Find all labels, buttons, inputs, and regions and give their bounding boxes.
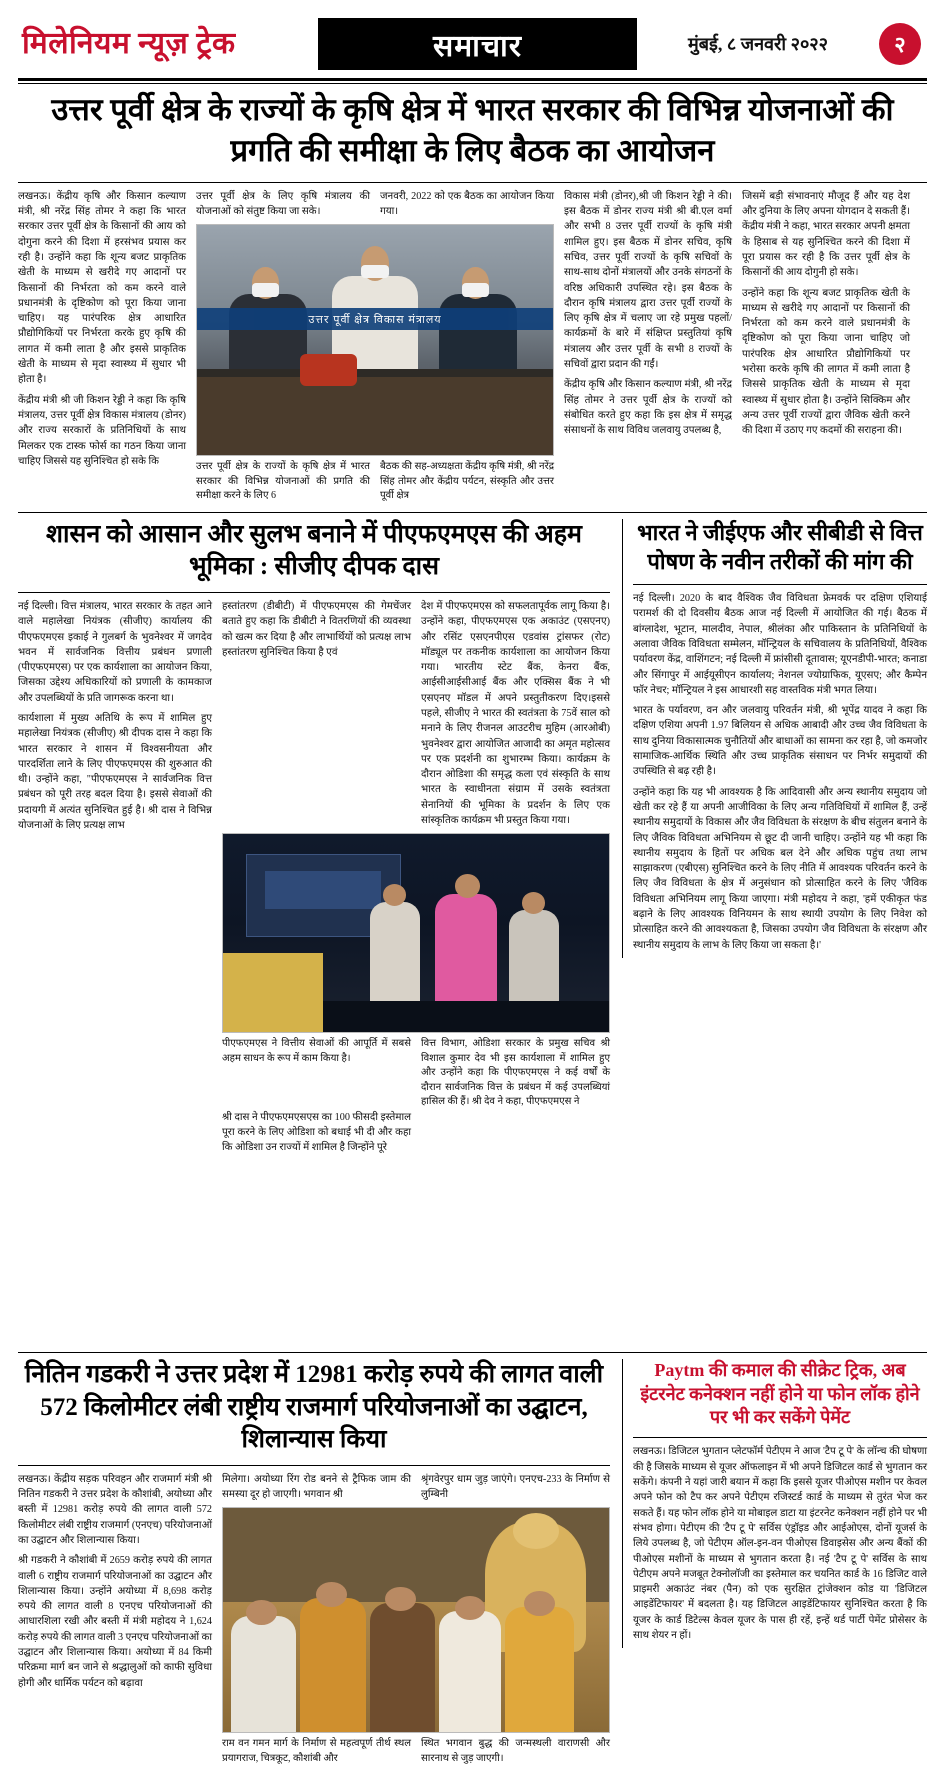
gef-p2: भारत के पर्यावरण, वन और जलवायु परिवर्तन मंत्री, श्री भूपेंद्र यादव ने कहा कि दक्षिण एशिया अपनी 1.97 बिलियन से अधिक आबादी और उच्च जैव विविधता के साथ दुनिया विकासात्मक चुनौतियों और बाधाओं का सामना कर रहा है, जो कमजोर सामाजिक-आर्थिक स्थिति और उच्च प्राकृतिक संसाधन पर निर्भर समुदायों की उपस्थिति से बढ़ रही है। (633, 705, 927, 778)
photo-person-c (509, 910, 559, 1005)
publication-logo (18, 16, 318, 72)
gef-body (633, 591, 927, 953)
pfms-col-middle (222, 599, 610, 1344)
paytm-p1: लखनऊ। डिजिटल भुगतान प्लेटफॉर्म पेटीएम ने आज 'टैप टू पे' के लॉन्च की घोषणा की है जिसके माध्यम से यूजर ऑफलाइन में भी अपने डिजिटल कार्ड से भुगतान कर सकेंगे। कंपनी ने यहां जारी बयान में कहा कि इससे यूजर पीओएस मशीन पर केवल अपने फोन को टैप कर अपने पेटीएम रजिस्टर्ड कार्ड के माध्यम से तुरंत भेज कर सकते हैं। यह फोन लॉक होने या मोबाइल डाटा या इंटरनेट कनेक्शन नहीं होने पर भी संभव होगा। पेटीएम की 'टैप टू पे' सर्विस एंड्रॉइड और आईओएस, दोनों यूजर्स के लिये उपलब्ध है, जो पेटीएम ऑल-इन-वन पीओएस डिवाइसेस और अन्य बैंकों की पीओएस मशीनों के माध्यम से भुगतान करता है। नई 'टैप टू पे' सर्विस के साथ पेटीएम अपने मजबूत टेक्नोलॉजी का इस्तेमाल कर चयनित कार्ड के 16 डिजिट वाले प्राइमरी अकाउंट नंबर (पैन) को एक सुरक्षित ट्रांजेक्शन कोड या 'डिजिटल आइडेंटिफायर' में बदलता है। यह डिजिटल आइडेंटिफायर सुनिश्चित करता है कि यूजर के कार्ड डिटेल्स केवल यूजर के पास ही रहें, इन्हें थर्ड पार्टी पेमेंट प्रोसेसर के साथ शेयर न हों। (633, 1446, 927, 1642)
article-gadkari (18, 1359, 610, 1766)
lead-headline-rule (18, 182, 927, 183)
gadkari-photo (222, 1507, 610, 1733)
lead-col3-p1: जनवरी, 2022 को एक बैठक का आयोजन किया गया। (380, 190, 554, 218)
mid-section-rule (18, 512, 927, 513)
pfms-col2b-text (222, 1110, 411, 1344)
photo-crowd-head-2 (316, 1582, 347, 1607)
lead-col5-text (742, 189, 910, 439)
article-paytm (622, 1359, 927, 1648)
pfms-col1-p2: कार्यशाला में मुख्य अतिथि के रूप में शामिल हुए महालेखा नियंत्रक (सीजीए) श्री दीपक दास ने कहा कि भारत सरकार ने शासन में विश्वसनीयता और पारदर्शिता लाने के लिए पीएफएमएस की शुरुआत की थी। उन्होंने कहा, "पीएफएमएस ने सार्वजनिक वित्त प्रबंधन को पूरी तरह बदल दिया है। इससे सेवाओं की प्रदायगी में अत्यंत सुनिश्चित हुई है। श्री दास ने विभिन्न योजनाओं के लिए प्रत्यक्ष लाभ (18, 712, 212, 832)
lead-col-1 (18, 189, 186, 474)
pfms-headline: शासन को आसान और सुलभ बनाने में पीएफएमएस की अहम भूमिका : सीजीए दीपक दास (46, 520, 582, 581)
pfms-photo (222, 833, 610, 1033)
lower-section-rule (18, 1352, 927, 1353)
lead-photo-caption-2: बैठक की सह-अध्यक्षता केंद्रीय कृषि मंत्री, श्री नरेंद्र सिंह तोमर और केंद्रीय पर्यटन, संस्कृति और उत्तर पूर्वी क्षेत्र (380, 461, 554, 502)
pfms-col3b-text: वित्त विभाग, ओडिशा सरकार के प्रमुख सचिव श्री विशाल कुमार देव भी इस कार्यशाला में शामिल हुए और उन्होंने कहा कि पीएफएमएस ने कई वर्षों के दौरान सार्वजनिक वित्त के प्रबंधन में कई उपलब्धियां हासिल की हैं। श्री देव ने कहा, पीएफएमएस ने (421, 1038, 610, 1108)
photo-screen-graphic (265, 871, 381, 908)
gef-headline: भारत ने जीईएफ और सीबीडी से वित्त पोषण के नवीन तरीकों की मांग की (637, 519, 923, 574)
gadkari-col1-text (18, 1472, 212, 1696)
article-gef (622, 519, 927, 958)
pfms-col-1 (18, 599, 212, 838)
gadkari-headline: नितिन गडकरी ने उत्तर प्रदेश में 12981 करोड़ रुपये की लागत वाली 572 किलोमीटर लंबी राष्ट्रीय राजमार्ग परियोजनाओं का उद्घाटन, शिलान्यास किया (24, 1361, 604, 1454)
photo-statue-head (513, 1513, 559, 1549)
gadkari-col2-p1: मिलेगा। अयोध्या रिंग रोड बनने से ट्रैफिक जाम की समस्या दूर हो जाएगी। भगवान श्री (222, 1473, 411, 1501)
gadkari-col2-text (222, 1472, 411, 1508)
lead-article (18, 189, 927, 504)
paytm-body (633, 1444, 927, 1643)
logo-text: मिलेनियम न्यूज़ ट्रेक (22, 27, 236, 60)
gadkari-col-middle (222, 1472, 610, 1766)
photo-crowd-person-3 (370, 1603, 436, 1733)
lead-col3-text (380, 189, 554, 225)
photo-person-right (439, 294, 517, 377)
page-number (873, 16, 927, 72)
article-pfms (18, 519, 610, 1344)
photo-table-cloth (197, 369, 553, 377)
lead-col4-p2: केंद्रीय कृषि और किसान कल्याण मंत्री, श्री नरेंद्र सिंह तोमर ने उत्तर पूर्वी क्षेत्र के राज्यों को संबोधित करते हुए कहा कि इस क्षेत्र में समृद्ध संसाधनों के साथ विविध जलवायु उपलब्ध है, (564, 379, 732, 437)
lead-col2-p1: उत्तर पूर्वी क्षेत्र के लिए कृषि मंत्रालय की योजनाओं को संतुष्ट किया जा सके। (196, 190, 370, 218)
photo-head-a (383, 884, 406, 906)
lead-col5-p1: जिसमें बड़ी संभावनाएं मौजूद हैं और यह देश और दुनिया के लिए अपना योगदान दे सकती हैं। केंद्रीय मंत्री ने कहा, भारत सरकार अपनी क्षमता के हिसाब से यह सुनिश्चित करने की दिशा में पूरा प्रयास कर रही है कि उत्तर पूर्वी क्षेत्र के किसानों की आय दोगुनी हो सके। (742, 190, 910, 279)
pfms-col2-p1: हस्तांतरण (डीबीटी) में पीएफएमएस की गेमचेंजर बताते हुए कहा कि डीबीटी ने वितरणियों की व्यवस्था को खत्म कर दिया है और लाभार्थियों को प्रत्यक्ष लाभ हस्तांतरण सुनिश्चित किया है एवं (222, 600, 411, 658)
photo-crowd-person-5 (505, 1607, 574, 1732)
photo-mask-left (252, 283, 279, 297)
photo-mask-right (462, 283, 489, 297)
gadkari-photo-caption-2: स्थित भगवान बुद्ध की जन्मस्थली वाराणसी और सारनाथ से जुड़ जाएगी। (421, 1738, 610, 1764)
gadkari-col3-text (421, 1472, 610, 1508)
photo-person-left (229, 294, 307, 377)
section-banner (318, 18, 637, 70)
pfms-col2b-p1: श्री दास ने पीएफएमएसएस का 100 फीसदी इस्तेमाल पूरा करने के लिए ओडिशा को बधाई भी दी और कहा कि ओडिशा उन राज्यों में शामिल है जिन्होंने पूरे (222, 1111, 411, 1154)
page-number-value: २ (879, 23, 921, 65)
masthead-rule-thin (18, 83, 927, 84)
pfms-col1-p1: नई दिल्ली। वित्त मंत्रालय, भारत सरकार के तहत आने वाले महालेखा नियंत्रक (सीजीए) कार्यालय की पीएफएमएस इकाई ने गुलबर्ग के भुवनेश्वर में जगदेव भवन में सार्वजनिक वित्तीय प्रबंधन प्रणाली (पीएफएमएस) पर एक कार्यशाला का आयोजन किया, जिसका उद्देश्य अधिकारियों को प्रणाली के कामकाज और उपलब्धियों के प्रति जागरूक करना था। (18, 600, 212, 704)
bottom-band (18, 1359, 927, 1766)
lead-photo-caption-1: उत्तर पूर्वी क्षेत्र के राज्यों के कृषि क्षेत्र में भारत सरकार की विभिन्न योजनाओं की प्रगति की समीक्षा करने के लिए 6 (196, 461, 370, 502)
gef-p3: उन्होंने कहा कि यह भी आवश्यक है कि आदिवासी और अन्य स्थानीय समुदाय जो खेती कर रहे हैं या अपनी आजीविका के लिए अन्य गतिविधियों में शामिल हैं, उन्हें स्थानीय समुदायों के विकास और जैव विविधता के संरक्षण के बीच संतुलन बनाने के लिए जैविक विविधता अभिनियम से छूट दी जानी चाहिए। उन्होंने यह भी कहा कि स्थानीय समुदाय के हितों पर अधिक बल देने और अधिक पहुंच तथा लाभ साझाकरण (एबीएस) सुनिश्चित करने के लिए नीति में आवश्यक परिवर्तन करने के लिए जैव विविधता के क्षेत्र में अनुसंधान को प्रोत्साहित करने के लिए 'जैविक विविधता अभिनियम लागू किया जाएगा। मंत्री महोदय ने कहा, 'हमें एकीकृत फंड बढ़ाने के लिए आवश्यक विनियमन के साथ स्थायी उपयोग के लिए निवेश को प्रोत्साहित करने की आवश्यकता है, जिसका उपयोग जैव विविधता के संरक्षण और स्थानीय समुदाय के लाभ के लिए किया जा सकता है।' (633, 786, 927, 951)
masthead-rule-thick (18, 78, 927, 81)
pfms-col3-text (421, 599, 610, 833)
gadkari-col3-p1: श्रृंगवेरपुर धाम जुड़ जाएंगे। एनएच-233 के निर्माण से लुम्बिनी (421, 1473, 610, 1501)
lead-col1-p2: केंद्रीय मंत्री श्री जी किशन रेड्डी ने कहा कि कृषि मंत्रालय, उत्तर पूर्वी क्षेत्र विकास मंत्रालय (डोनर) और राज्य सरकारों के प्रतिनिधियों के साथ मिलकर एक टास्क फोर्स का गठन किया जाना चाहिए जिससे यह सुनिश्चित हो सके कि (18, 394, 186, 467)
pfms-col3c-text (421, 1110, 610, 1344)
lead-col1-text (18, 189, 186, 469)
photo-backdrop-banner: उत्तर पूर्वी क्षेत्र विकास मंत्रालय (197, 308, 553, 330)
middle-band (18, 519, 927, 1344)
lead-col-2 (196, 189, 554, 504)
photo-mask-center (361, 265, 389, 279)
photo-head-b (455, 874, 480, 898)
masthead (18, 16, 927, 72)
lead-headline: उत्तर पूर्वी क्षेत्र के राज्यों के कृषि क्षेत्र में भारत सरकार की विभिन्न योजनाओं की प्रगति की समीक्षा के लिए बैठक का आयोजन (51, 92, 894, 168)
photo-flower-arrangement (300, 354, 357, 386)
photo-table (197, 377, 553, 455)
paytm-rule (633, 1437, 927, 1438)
lead-col4-text (564, 189, 732, 439)
pfms-col3-p1: देश में पीएफएमएस को सफलतापूर्वक लागू किया है। उन्होंने कहा, पीएफएमएस एक अकाउंट (एसएनए) और रसिंट एसएनपीएस एडवांस ट्रांसफर (रोट) मॉड्यूल पर तकनीक कार्यशाला का आयोजन किया गया। भारतीय स्टेट बैंक, केनरा बैंक, आईसीआईसीआई बैंक और एक्सिस बैंक ने भी एसएनए मॉडल में अपने प्रस्तुतीकरण दिए।इससे पहले, सीजीए ने भारत की स्वतंत्रता के 75वें साल को मनाने के लिए रीजनल आउटरीच मुहिम (आरओबी) भुवनेश्वर द्वारा आयोजित आजादी का अमृत महोत्सव पर एक प्रदर्शनी का शुभारम्भ किया। कार्यक्रम के दौरान ओडिशा की समृद्ध कला एवं संस्कृति के साथ भारत के स्वाधीनता संग्राम में उसके स्वतंत्रता सेनानियों की भूमिका के प्रदर्शन के लिए एक सांस्कृतिक कार्यक्रम भी प्रस्तुत किया गया। (421, 600, 610, 827)
pfms-col2-text (222, 599, 411, 833)
photo-crowd-head-5 (524, 1591, 555, 1616)
photo-person-b (435, 894, 497, 1005)
gef-rule (633, 584, 927, 585)
photo-crowd-person-2 (300, 1598, 366, 1732)
pfms-photo-caption: पीएफएमएस ने वित्तीय सेवाओं की आपूर्ति में सबसे अहम साधन के रूप में काम किया है। (222, 1038, 411, 1064)
photo-crowd-head-1 (246, 1600, 277, 1625)
lead-col-4 (564, 189, 732, 444)
section-banner-label: समाचार (432, 29, 523, 63)
lead-col2-text (196, 189, 370, 225)
lead-col1-p1: लखनऊ। केंद्रीय कृषि और किसान कल्याण मंत्री, श्री नरेंद्र सिंह तोमर ने कहा कि भारत सरकार उत्तर पूर्वी क्षेत्र के किसानों की आय को दोगुना करने की दिशा में हरसंभव प्रयास कर रही है। उन्होंने कहा कि शून्य बजट प्राकृतिक खेती के माध्यम से खरीदे गए आदानों पर किसानों की निर्भरता को कम करने वाले प्रधानमंत्री के दृष्टिकोण को पूरा किया जाना चाहिए। यह पारंपरिक क्षेत्र आधारित प्रौद्योगिकियों पर निर्भरता करके हुए कृषि की लागत में कमी लाता है और इससे प्राकृतिक खेती के माध्यम से मृदा स्वास्थ्य में सुधार भी होता है। (18, 190, 186, 386)
photo-podium (223, 953, 323, 1032)
lead-col5-p2: उन्होंने कहा कि शून्य बजट प्राकृतिक खेती के माध्यम से खरीदे गए आदानों पर किसानों की निर्भरता को कम करने वाले प्रधानमंत्री के दृष्टिकोण को पूरा किया जाना चाहिए जो पारंपरिक क्षेत्र आधारित प्रौद्योगिकियों पर भरोसा करके कृषि की लागत में कमी लाता है जिससे प्राकृतिक खेती के माध्यम से मृदा स्वास्थ्य में सुधार होता है। उन्होंने सिक्किम और अन्य उत्तर पूर्वी राज्यों द्वारा जैविक खेती करने की दिशा में उठाए गए कदमों की सराहना की। (742, 287, 910, 437)
lead-col-5 (742, 189, 910, 444)
edition-date: मुंबई, ८ जनवरी २०२२ (687, 34, 829, 54)
gadkari-rule (18, 1465, 610, 1466)
pfms-rule (18, 592, 610, 593)
lead-col4-p1: विकास मंत्री (डोनर),श्री जी किशन रेड्डी ने की। इस बैठक में डोनर राज्य मंत्री श्री बी.एल वर्मा और सभी 8 उत्तर पूर्वी राज्यों के कृषि मंत्री शामिल हुए। इस बैठक में डोनर सचिव, कृषि सचिव, उत्तर पूर्वी राज्यों के कृषि सचिवों के साथ-साथ दोनों मंत्रालयों और उनके संगठनों के वरिष्ठ अधिकारी उपस्थित रहे। इस बैठक के दौरान कृषि मंत्रालय द्वारा उत्तर पूर्वी राज्यों के लिए कृषि क्षेत्र में चलाए जा रहे प्रमुख पहलों/कार्यक्रमों के बारे में संक्षिप्त प्रस्तुतियां कृषि मंत्रालय और उत्तर पूर्वी के सभी 8 राज्यों के सचिवों द्वारा प्रदान की गईं। (564, 190, 732, 371)
gadkari-photo-caption-1: राम वन गमन मार्ग के निर्माण से महत्वपूर्ण तीर्थ स्थल प्रयागराज, चित्रकूट, कौशांबी और (222, 1738, 411, 1764)
photo-head-c (522, 892, 545, 914)
paytm-headline: Paytm की कमाल की सीक्रेट ट्रिक, अब इंटरनेट कनेक्शन नहीं होने या फोन लॉक होने पर भी कर सकेंगे पेमेंट (640, 1360, 920, 1428)
pfms-col1-text (18, 599, 212, 833)
gadkari-col1-p1: लखनऊ। केंद्रीय सड़क परिवहन और राजमार्ग मंत्री श्री नितिन गडकरी ने उत्तर प्रदेश के कौशांबी, अयोध्या और बस्ती में 12981 करोड़ रुपये की लागत वाली 572 किलोमीटर लंबी राष्ट्रीय राजमार्ग (एनएच) परियोजनाओं का उद्घाटन और शिलान्यास किया। (18, 1473, 212, 1546)
photo-crowd-person-1 (231, 1616, 297, 1732)
photo-crowd-person-4 (439, 1611, 501, 1732)
gef-p1: नई दिल्ली। 2020 के बाद वैश्विक जैव विविधता फ्रेमवर्क पर दक्षिण एशियाई परामर्श की दो दिवसीय बैठक आज नई दिल्ली में आयोजित की गई। बैठक में बांग्लादेश, भूटान, मालदीव, नेपाल, श्रीलंका और पाकिस्तान के प्रतिनिधियों के अलावा जैविक विविधता सम्मेलन, मॉन्ट्रियल के सचिवालय के प्रतिनिधियों, वैश्विक पर्यावरण केंद्र, वाशिंगटन; नई दिल्ली में फ्रांसीसी दूतावास; यूएनडीपी-भारत; कनाडा और सिंगापुर में आईयूसीएन कार्यालय; नेशनल ज्योग्राफिक, यूएसए; और कैम्पेन फॉर नेचर; मॉन्ट्रियल ने इस आधारशी सह वास्तविक मंत्री भगत लिया। (633, 593, 927, 696)
photo-person-a (370, 902, 420, 1005)
lead-photo (196, 224, 554, 456)
gadkari-col1-p2: श्री गडकरी ने कौशांबी में 2659 करोड़ रुपये की लागत वाली 6 राष्ट्रीय राजमार्ग परियोजनाओं का उद्घाटन और शिलान्यास किया। उन्होंने अयोध्या में 8,698 करोड़ रुपये की लागत वाली 8 एनएच परियोजनाओं की आधारशिला रखी और बस्ती में मंत्री महोदय ने 1,624 करोड़ रुपये की लागत वाली 3 एनएच परियोजनाओं का उद्घाटन और शिलान्यास किया। अयोध्या में 84 किमी परिक्रमा मार्ग बन जाने से श्रद्धालुओं को काफी सुविधा होगी और धार्मिक पर्यटन को बढ़ावा (18, 1555, 212, 1689)
